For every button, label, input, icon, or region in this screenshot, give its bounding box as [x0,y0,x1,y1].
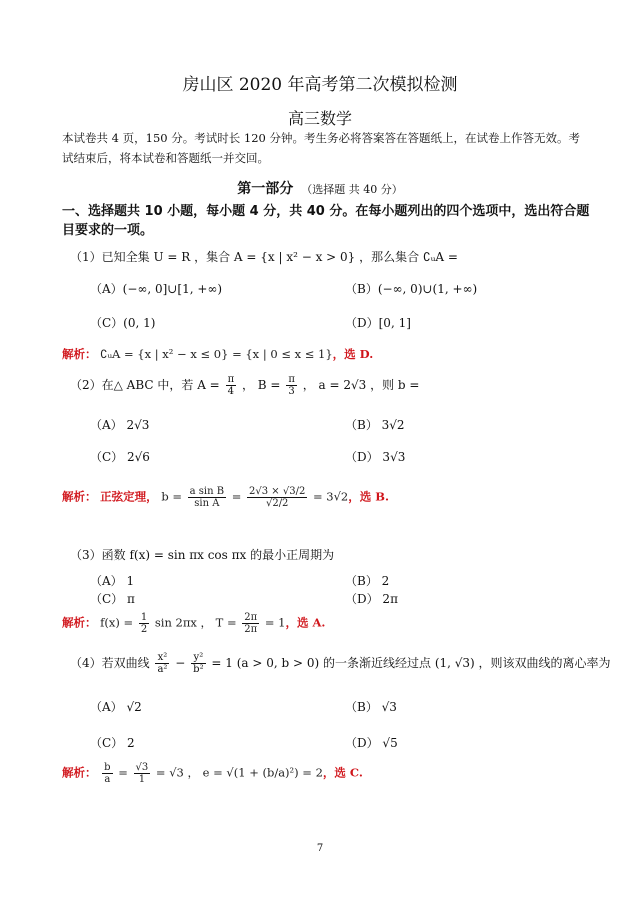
fraction-y2-over-b2: $\frac{\text{y²}}{\text{b²}}$ [193,652,204,675]
question-1-stem: （1）已知全集 U = R ，集合 A = {x | x² − x > 0} ，那么集合 ∁ᵤA = [70,250,458,264]
fraction-root3-over-1: $\frac{√3}{1}$ [135,762,149,785]
question-3-solution-result: = 1 [264,615,286,630]
question-3-solution-text: f(x) = [100,615,134,630]
solution-label: 解析： [62,347,97,361]
question-4-stem-part: − [175,656,186,670]
question-4-solution-text: = √3 ， e = √(1 + (b/a)²) = 2 [155,765,323,780]
part-heading [0,178,640,198]
question-3-option-d: （D） 2π [345,592,398,606]
fraction-b-over-a: $\frac{b}{a}$ [104,762,111,785]
question-2-answer: ，选 B. [348,489,389,504]
question-2-option-d: （D） 3√3 [345,450,406,464]
question-3-option-b: （B） 2 [345,574,390,588]
document-title: 房山区 2020 年高考第二次模拟检测 [182,75,458,95]
question-2-stem-part: ， B = [241,378,281,392]
page-number: 7 [316,843,324,854]
question-2-solution-text: b = [161,489,182,504]
question-1-option-c: （C）(0, 1) [90,316,156,330]
question-4-option-d: （D） √5 [345,736,398,750]
question-2-solution: 解析： 正弦定理， b = $\frac{\text{a sin B}}{\text{sin A}}$ = $\frac{2√3 \times √3/2}{√2/2}$ = 3√2，选 B. [62,486,389,509]
question-1-option-d: （D）[0, 1] [345,316,411,330]
fraction-pi-over-3: $\frac{\pi}{3}$ [288,374,295,397]
question-4-stem [70,652,611,675]
question-2-stem-part: ， a = 2√3 ，则 b = [302,378,420,392]
question-1-option-a: （A）(−∞, 0]∪[1, +∞) [90,282,223,296]
question-3-answer: ，选 A. [285,615,326,630]
question-4-answer: ，选 C. [322,765,363,780]
question-1-solution-text: ∁ᵤA = {x | x² − x ≤ 0} = {x | 0 ≤ x ≤ 1} [100,347,333,361]
exam-instructions: 本试卷共 4 页，150 分。考试时长 120 分钟。考生务必将答案答在答题纸上，在试卷上作答无效。考试结束后，将本试卷和答题纸一并交回。 [62,131,580,165]
subject-title: 高三数学 [287,109,352,128]
question-2-stem-part: （2）在△ ABC 中，若 A = [70,378,220,392]
question-3-solution [62,612,325,635]
section-heading: 一、选择题共 10 小题，每小题 4 分，共 40 分。在每小题列出的四个选项中，选出符合题目要求的一项。 [62,204,590,238]
part-note: （选择题 共 40 分） [301,183,403,196]
question-3-solution-text: sin 2πx ， T = [154,615,237,630]
question-1-option-b: （B）(−∞, 0)∪(1, +∞) [345,282,478,296]
question-4-option-c: （C） 2 [90,736,135,750]
question-2-option-c: （C） 2√6 [90,450,150,464]
question-3-option-c: （C） π [90,592,135,606]
fraction-one-half: $\frac{1}{2}$ [140,612,148,635]
question-2-option-b: （B） 3√2 [345,418,405,432]
question-3-option-a: （A） 1 [90,574,135,588]
fraction-pi-over-4: $\frac{\pi}{4}$ [227,374,235,397]
question-2-solution-method: 正弦定理， [100,489,158,504]
part-title: 第一部分 [237,181,294,197]
question-1-solution [62,346,373,362]
question-4-option-b: （B） √3 [345,700,397,714]
question-4-solution-text: = [118,765,128,780]
question-4-solution [62,762,363,785]
question-4-option-a: （A） √2 [90,700,142,714]
fraction-sine-rule: $\frac{\text{a sin B}}{\text{sin A}}$ [189,486,225,509]
solution-label: 解析： [62,489,97,504]
solution-label: 解析： [62,615,97,630]
question-1-answer: ，选 D. [332,347,374,361]
question-2-solution-result: = 3√2 [313,489,349,504]
question-2-option-a: （A） 2√3 [90,418,150,432]
fraction-x2-over-a2: $\frac{\text{x²}}{\text{a²}}$ [157,652,168,675]
question-2-stem [70,374,419,397]
fraction-sine-rule-values: $\frac{2√3 \times √3/2}{√2/2}$ [249,486,306,509]
solution-label: 解析： [62,765,97,780]
question-4-stem-part: （4）若双曲线 [70,656,150,670]
fraction-period: $\frac{2\pi}{2\pi}$ [244,612,258,635]
question-3-stem: （3）函数 f(x) = sin πx cos πx 的最小正周期为 [70,548,335,562]
question-4-stem-part: = 1 (a > 0, b > 0) 的一条渐近线经过点 (1, √3) ，则该双曲线的离心率为 [211,656,611,670]
